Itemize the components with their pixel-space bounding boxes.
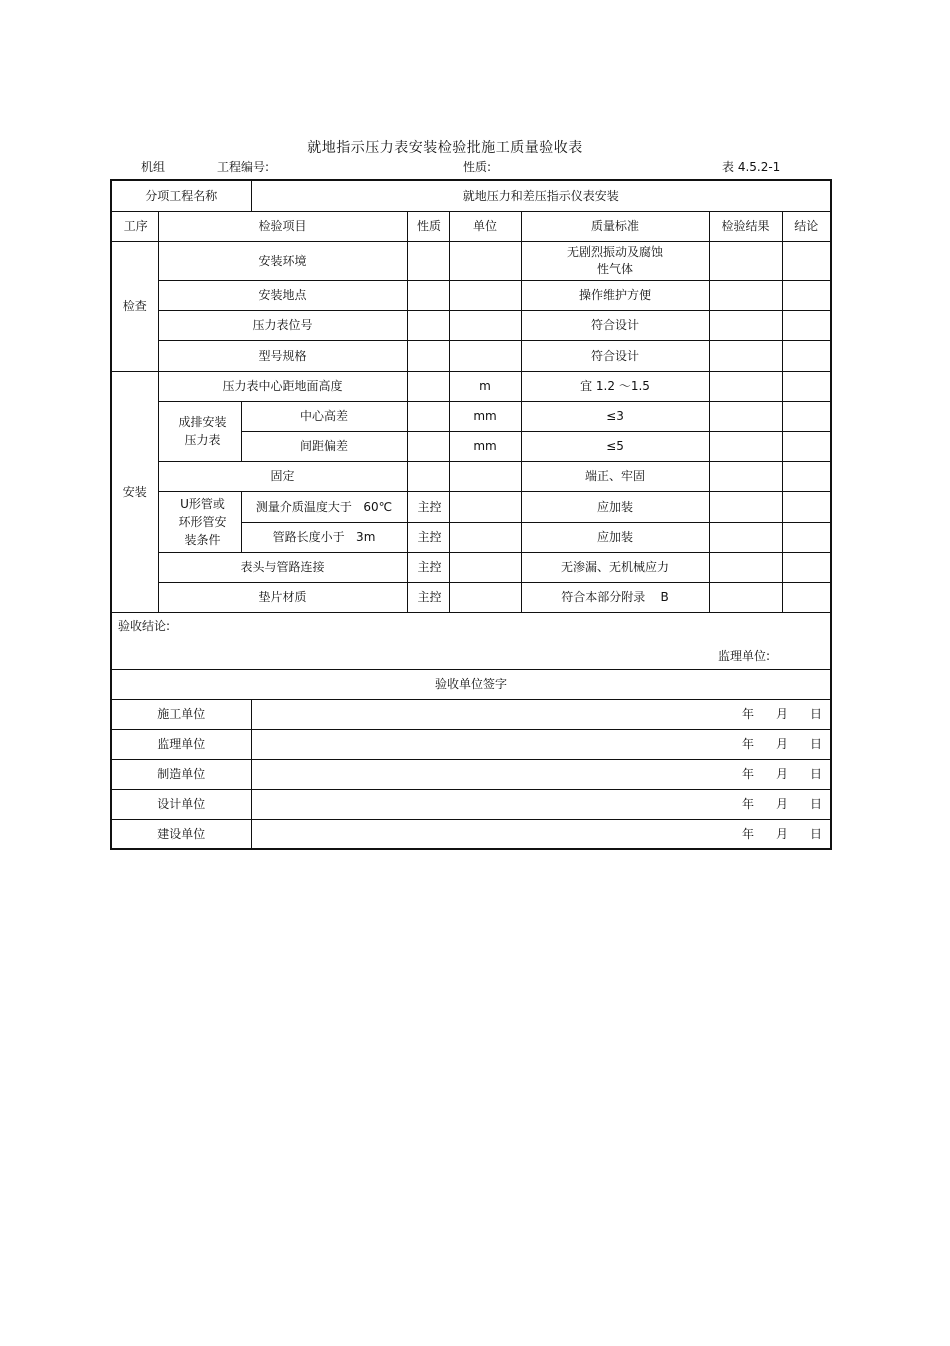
conclusion-cell[interactable] (782, 401, 831, 431)
standard-cell: 无剧烈振动及腐蚀 性气体 (521, 241, 709, 280)
result-cell[interactable] (709, 371, 782, 401)
conclusion-cell[interactable] (782, 340, 831, 371)
sign-row (111, 699, 831, 729)
install-item: 垫片材质 (158, 582, 407, 612)
install-item: 固定 (158, 461, 407, 491)
install-row (111, 491, 831, 522)
nature-cell: 主控 (407, 552, 449, 582)
year-label: 年 (741, 797, 754, 811)
conclusion-cell[interactable] (782, 241, 831, 280)
nature-label: 性质: (463, 160, 492, 174)
result-cell[interactable] (709, 491, 782, 522)
standard-cell: 应加装 (521, 522, 709, 552)
year-label: 年 (741, 767, 754, 781)
sign-area[interactable] (251, 819, 831, 849)
nature-cell (407, 371, 449, 401)
result-cell[interactable] (709, 522, 782, 552)
install-item: 间距偏差 (241, 431, 407, 461)
conclusion-cell[interactable] (782, 280, 831, 310)
header-item: 检验项目 (158, 211, 407, 241)
check-item: 型号规格 (158, 340, 407, 371)
day-label: 日 (810, 826, 823, 841)
conclusion-cell[interactable] (782, 522, 831, 552)
inspection-form-table (110, 179, 832, 850)
sign-area[interactable] (251, 789, 831, 819)
standard-cell: ≤5 (521, 431, 709, 461)
header-row (111, 211, 831, 241)
sub-project-row (111, 180, 831, 211)
standard-cell: 应加装 (521, 491, 709, 522)
conclusion-cell[interactable] (782, 582, 831, 612)
standard-cell: 宜 1.2 ～1.5 (521, 371, 709, 401)
check-row (111, 280, 831, 310)
header-nature: 性质 (407, 211, 449, 241)
month-label: 月 (776, 707, 789, 721)
nature-cell (407, 340, 449, 371)
sign-header-row (111, 669, 831, 699)
result-cell[interactable] (709, 340, 782, 371)
check-group-label: 检查 (111, 241, 158, 371)
header-conclusion: 结论 (782, 211, 831, 241)
result-cell[interactable] (709, 431, 782, 461)
month-label: 月 (776, 767, 789, 781)
conclusion-cell[interactable] (782, 491, 831, 522)
day-label: 日 (810, 737, 823, 751)
header-process: 工序 (111, 211, 158, 241)
day-label: 日 (810, 797, 823, 811)
unit-cell (449, 522, 521, 552)
check-row (111, 241, 831, 280)
conclusion-cell[interactable] (782, 461, 831, 491)
sign-row (111, 759, 831, 789)
sub-project-label: 分项工程名称 (111, 180, 251, 211)
check-row (111, 310, 831, 340)
sign-area[interactable] (251, 699, 831, 729)
sign-area[interactable] (251, 729, 831, 759)
nature-cell (407, 310, 449, 340)
standard-cell: 符合本部分附录 B (521, 582, 709, 612)
sign-unit-label: 设计单位 (111, 789, 251, 819)
install-row (111, 401, 831, 431)
day-label: 日 (810, 767, 823, 781)
install-row (111, 552, 831, 582)
install-item: 压力表中心距地面高度 (158, 371, 407, 401)
standard-cell: 无渗漏、无机械应力 (521, 552, 709, 582)
header-unit: 单位 (449, 211, 521, 241)
conclusion-cell[interactable] (782, 310, 831, 340)
result-cell[interactable] (709, 401, 782, 431)
check-item: 安装地点 (158, 280, 407, 310)
nature-cell: 主控 (407, 491, 449, 522)
month-label: 月 (776, 797, 789, 811)
nature-cell (407, 280, 449, 310)
table-no: 表 4.5.2-1 (722, 160, 781, 174)
unit-cell (449, 461, 521, 491)
result-cell[interactable] (709, 461, 782, 491)
result-cell[interactable] (709, 280, 782, 310)
install-row (111, 371, 831, 401)
unit-cell (449, 310, 521, 340)
unit-cell (449, 582, 521, 612)
standard-cell: 符合设计 (521, 310, 709, 340)
nature-cell: 主控 (407, 522, 449, 552)
sign-area[interactable] (251, 759, 831, 789)
install-item: 中心高差 (241, 401, 407, 431)
nature-cell (407, 401, 449, 431)
row-install-group-label: 成排安装 压力表 (158, 401, 241, 461)
year-label: 年 (741, 737, 754, 751)
unit-cell: mm (449, 431, 521, 461)
standard-cell: 操作维护方便 (521, 280, 709, 310)
sign-unit-label: 建设单位 (111, 819, 251, 849)
conclusion-cell[interactable] (782, 431, 831, 461)
unit-cell (449, 491, 521, 522)
install-item: 测量介质温度大于 60℃ (241, 491, 407, 522)
supervisor-label: 监理单位: (717, 648, 771, 663)
install-group-label: 安装 (111, 371, 158, 612)
day-label: 日 (810, 707, 823, 721)
standard-cell: ≤3 (521, 401, 709, 431)
unit-cell (449, 280, 521, 310)
unit-group-label: 机组 (141, 160, 166, 174)
sign-row (111, 729, 831, 759)
sign-row (111, 819, 831, 849)
unit-cell (449, 241, 521, 280)
conclusion-label: 验收结论: (118, 618, 171, 633)
result-cell[interactable] (709, 241, 782, 280)
unit-cell (449, 552, 521, 582)
unit-cell (449, 340, 521, 371)
unit-cell: m (449, 371, 521, 401)
sub-project-value: 就地压力和差压指示仪表安装 (251, 180, 831, 211)
install-item: 表头与管路连接 (158, 552, 407, 582)
nature-cell: 主控 (407, 582, 449, 612)
month-label: 月 (776, 737, 789, 751)
check-item: 安装环境 (158, 241, 407, 280)
acceptance-conclusion-cell[interactable] (111, 612, 831, 669)
standard-cell: 端正、牢固 (521, 461, 709, 491)
result-cell[interactable] (709, 310, 782, 340)
nature-cell (407, 461, 449, 491)
year-label: 年 (741, 707, 754, 721)
sign-unit-label: 制造单位 (111, 759, 251, 789)
header-result: 检验结果 (709, 211, 782, 241)
standard-cell: 符合设计 (521, 340, 709, 371)
form-title: 就地指示压力表安装检验批施工质量验收表 (307, 140, 583, 156)
result-cell[interactable] (709, 552, 782, 582)
header-standard: 质量标准 (521, 211, 709, 241)
month-label: 月 (776, 826, 789, 841)
check-row (111, 340, 831, 371)
conclusion-cell[interactable] (782, 371, 831, 401)
sign-row (111, 789, 831, 819)
u-tube-group-label: U形管或 环形管安 装条件 (158, 491, 241, 552)
install-row (111, 461, 831, 491)
sign-unit-label: 监理单位 (111, 729, 251, 759)
sign-header: 验收单位签字 (111, 669, 831, 699)
nature-cell (407, 241, 449, 280)
acceptance-conclusion-row (111, 612, 831, 669)
install-row (111, 582, 831, 612)
check-item: 压力表位号 (158, 310, 407, 340)
conclusion-cell[interactable] (782, 552, 831, 582)
year-label: 年 (741, 826, 754, 841)
unit-cell: mm (449, 401, 521, 431)
nature-cell (407, 431, 449, 461)
result-cell[interactable] (709, 582, 782, 612)
install-item: 管路长度小于 3m (241, 522, 407, 552)
project-no-label: 工程编号: (217, 160, 270, 174)
sign-unit-label: 施工单位 (111, 699, 251, 729)
